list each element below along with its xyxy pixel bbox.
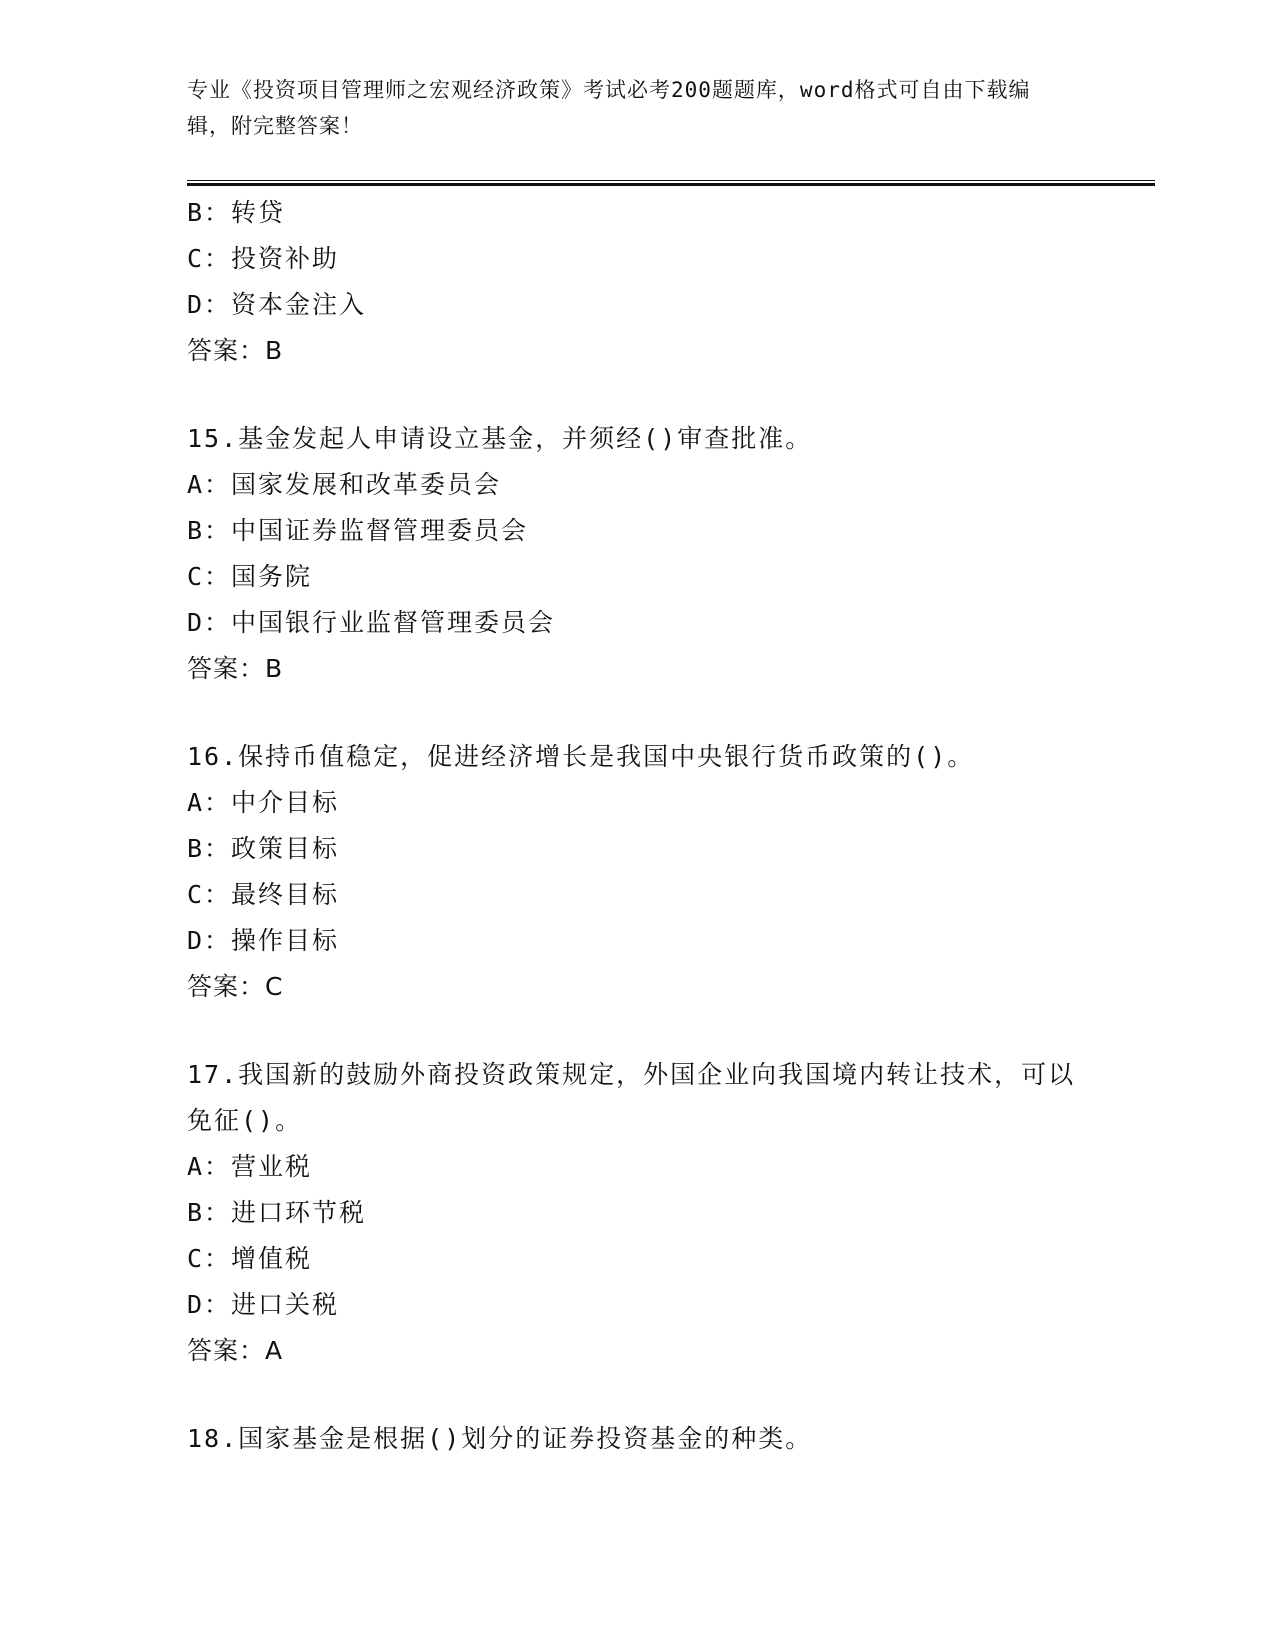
- option-letter: B：: [187, 198, 232, 227]
- question-text: 16.保持币值稳定，促进经济增长是我国中央银行货币政策的()。: [187, 742, 975, 771]
- option-a: [187, 1144, 1117, 1190]
- option-text: 国家发展和改革委员会: [231, 470, 502, 499]
- option-text: 营业税: [231, 1152, 313, 1181]
- option-b: [187, 508, 1117, 554]
- spacer: [187, 1010, 1117, 1052]
- question-block-16: [187, 734, 1117, 1010]
- option-letter: C：: [187, 562, 232, 591]
- option-c: [187, 236, 1117, 282]
- option-a: [187, 462, 1117, 508]
- question-text: 15.基金发起人申请设立基金，并须经()审查批准。: [187, 424, 813, 453]
- option-letter: D：: [187, 608, 232, 637]
- spacer: [187, 1374, 1117, 1416]
- question-text: 17.我国新的鼓励外商投资政策规定，外国企业向我国境内转让技术，可以免征()。: [187, 1060, 1076, 1135]
- option-letter: A：: [187, 788, 232, 817]
- option-text: 进口关税: [231, 1290, 340, 1319]
- question-block-14: [187, 190, 1117, 374]
- option-text: 资本金注入: [231, 290, 367, 319]
- option-b: [187, 1190, 1117, 1236]
- option-b: [187, 190, 1117, 236]
- option-text: 政策目标: [231, 834, 340, 863]
- option-text: 投资补助: [231, 244, 340, 273]
- option-c: [187, 554, 1117, 600]
- document-header: 专业《投资项目管理师之宏观经济政策》考试必考200题题库，word格式可自由下载编辑，附完整答案！: [187, 78, 1031, 138]
- question-list: [187, 190, 1117, 1462]
- option-d: [187, 918, 1117, 964]
- option-text: 中国银行业监督管理委员会: [231, 608, 556, 637]
- option-text: 国务院: [231, 562, 313, 591]
- option-b: [187, 826, 1117, 872]
- answer-line: 答案：C: [187, 972, 284, 1001]
- option-text: 进口环节税: [231, 1198, 367, 1227]
- option-text: 转贷: [231, 198, 286, 227]
- option-c: [187, 1236, 1117, 1282]
- option-letter: B：: [187, 834, 232, 863]
- answer-line: 答案：B: [187, 336, 284, 365]
- option-d: [187, 1282, 1117, 1328]
- answer-line: 答案：B: [187, 654, 284, 683]
- question-block-17: [187, 1052, 1117, 1374]
- question-block-18: [187, 1416, 1117, 1462]
- option-letter: C：: [187, 244, 232, 273]
- option-letter: B：: [187, 1198, 232, 1227]
- option-letter: D：: [187, 290, 232, 319]
- option-letter: D：: [187, 926, 232, 955]
- option-a: [187, 780, 1117, 826]
- question-block-15: [187, 416, 1117, 692]
- option-letter: B：: [187, 516, 232, 545]
- option-d: [187, 600, 1117, 646]
- option-d: [187, 282, 1117, 328]
- option-letter: A：: [187, 470, 232, 499]
- spacer: [187, 692, 1117, 734]
- option-text: 中国证券监督管理委员会: [231, 516, 529, 545]
- option-text: 操作目标: [231, 926, 340, 955]
- option-text: 最终目标: [231, 880, 340, 909]
- option-text: 中介目标: [231, 788, 340, 817]
- spacer: [187, 374, 1117, 416]
- option-letter: D：: [187, 1290, 232, 1319]
- header-divider-thin: [187, 180, 1155, 181]
- option-letter: C：: [187, 880, 232, 909]
- question-text: 18.国家基金是根据()划分的证券投资基金的种类。: [187, 1424, 813, 1453]
- option-letter: A：: [187, 1152, 232, 1181]
- header-divider-thick: [187, 183, 1155, 186]
- option-letter: C：: [187, 1244, 232, 1273]
- option-text: 增值税: [231, 1244, 313, 1273]
- option-c: [187, 872, 1117, 918]
- answer-line: 答案：A: [187, 1336, 284, 1365]
